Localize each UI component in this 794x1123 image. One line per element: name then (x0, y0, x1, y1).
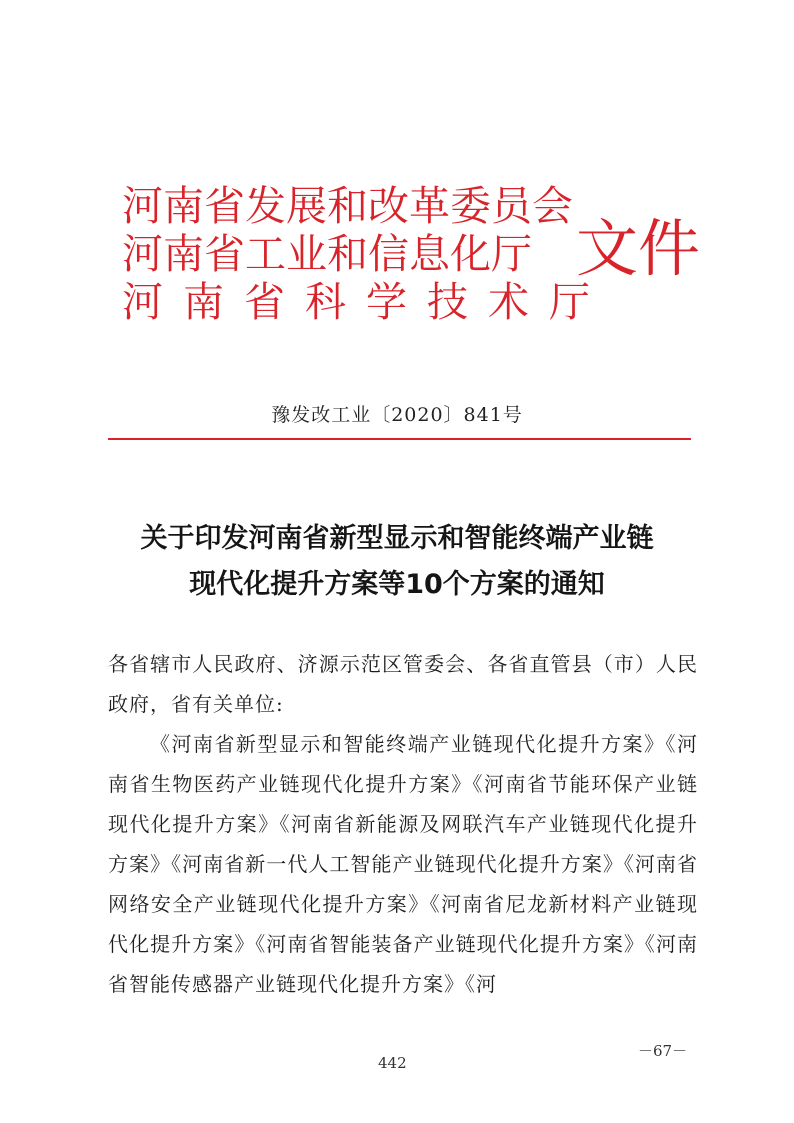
page-number: －67－ (638, 1042, 688, 1060)
document-number: 豫发改工业〔2020〕841号 (271, 404, 523, 426)
body-paragraph: 《河南省新型显示和智能终端产业链现代化提升方案》《河南省生物医药产业链现代化提升方案》《河南省节能环保产业链现代化提升方案》《河南省新能源及网联汽车产业链现代化提升方案》《河南省新一代人工智能产业链现代化提升方案》《河南省网络安全产业链现代化提升方案》《河南省尼龙新材料产业链现代化提升方案》《河南省智能装备产业链现代化提升方案》《河南省智能传感器产业链现代化提升方案》《河 (108, 732, 698, 996)
red-divider (108, 438, 691, 440)
issuer-block (122, 182, 610, 326)
issuer-name: 河南省发展和改革委员会 (122, 182, 573, 230)
title-line: 现代化提升方案等10个方案的通知 (189, 569, 605, 600)
doc-type-label: 文件 (576, 212, 701, 285)
document-title (0, 516, 794, 608)
title-line: 关于印发河南省新型显示和智能终端产业链 (140, 523, 654, 554)
document-body (108, 644, 698, 1004)
salutation: 各省辖市人民政府、济源示范区管委会、各省直管县（市）人民政府，省有关单位: (108, 652, 698, 716)
page-number-archive: 442 (378, 1054, 407, 1072)
issuer-name: 河南省工业和信息化厅 (122, 230, 532, 278)
issuer-name: 河南省科学技术厅 (122, 278, 610, 326)
